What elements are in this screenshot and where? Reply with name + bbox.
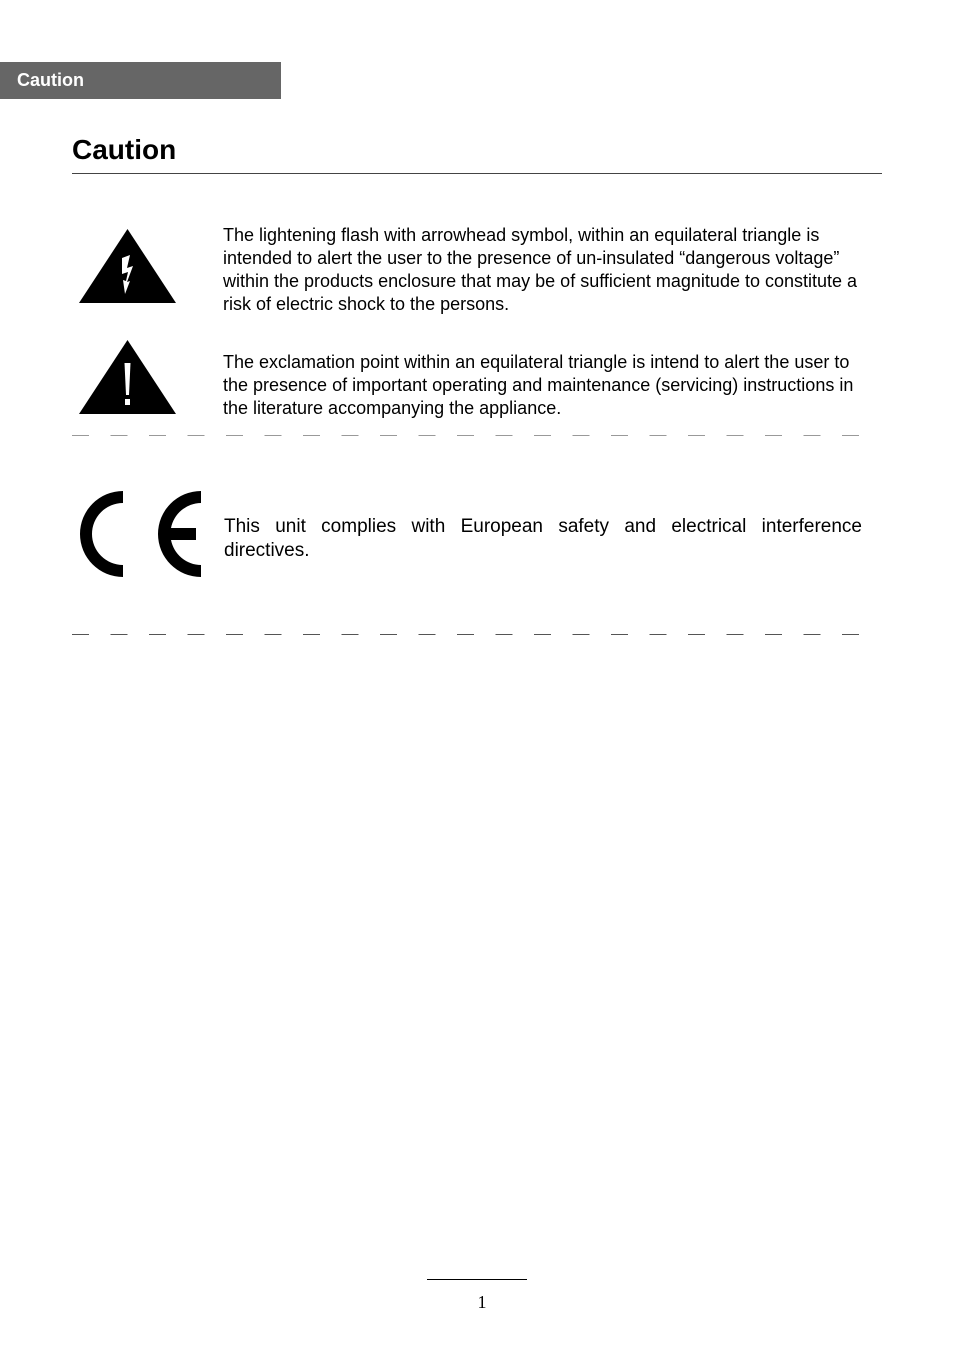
page-title: Caution	[72, 134, 177, 165]
dashed-divider	[72, 435, 862, 436]
ce-compliance-text: This unit complies with European safety and electrical interference directives.	[224, 516, 862, 561]
lightning-warning-text: The lightening flash with arrowhead symbol, within an equilateral triangle is intended to alert the user to the presence of un-insulated “dangerous voltage” within the products enclosure that may be of sufficient magnitude to constitute a risk of electric shock to the persons.	[223, 225, 858, 314]
footer-divider	[427, 1279, 527, 1280]
ce-mark-icon	[72, 488, 204, 580]
dashed-divider	[72, 634, 862, 635]
lightning-triangle-icon	[78, 228, 177, 304]
exclamation-triangle-icon	[78, 339, 177, 415]
exclamation-warning-text: The exclamation point within an equilateral triangle is intend to alert the user to the presence of important operating and maintenance (servicing) instructions in the literature accompanying the appliance.	[223, 352, 854, 418]
title-divider	[72, 173, 882, 174]
section-tab-label: Caution	[17, 70, 84, 90]
page-number: 1	[477, 1292, 487, 1312]
section-tab	[0, 62, 281, 99]
